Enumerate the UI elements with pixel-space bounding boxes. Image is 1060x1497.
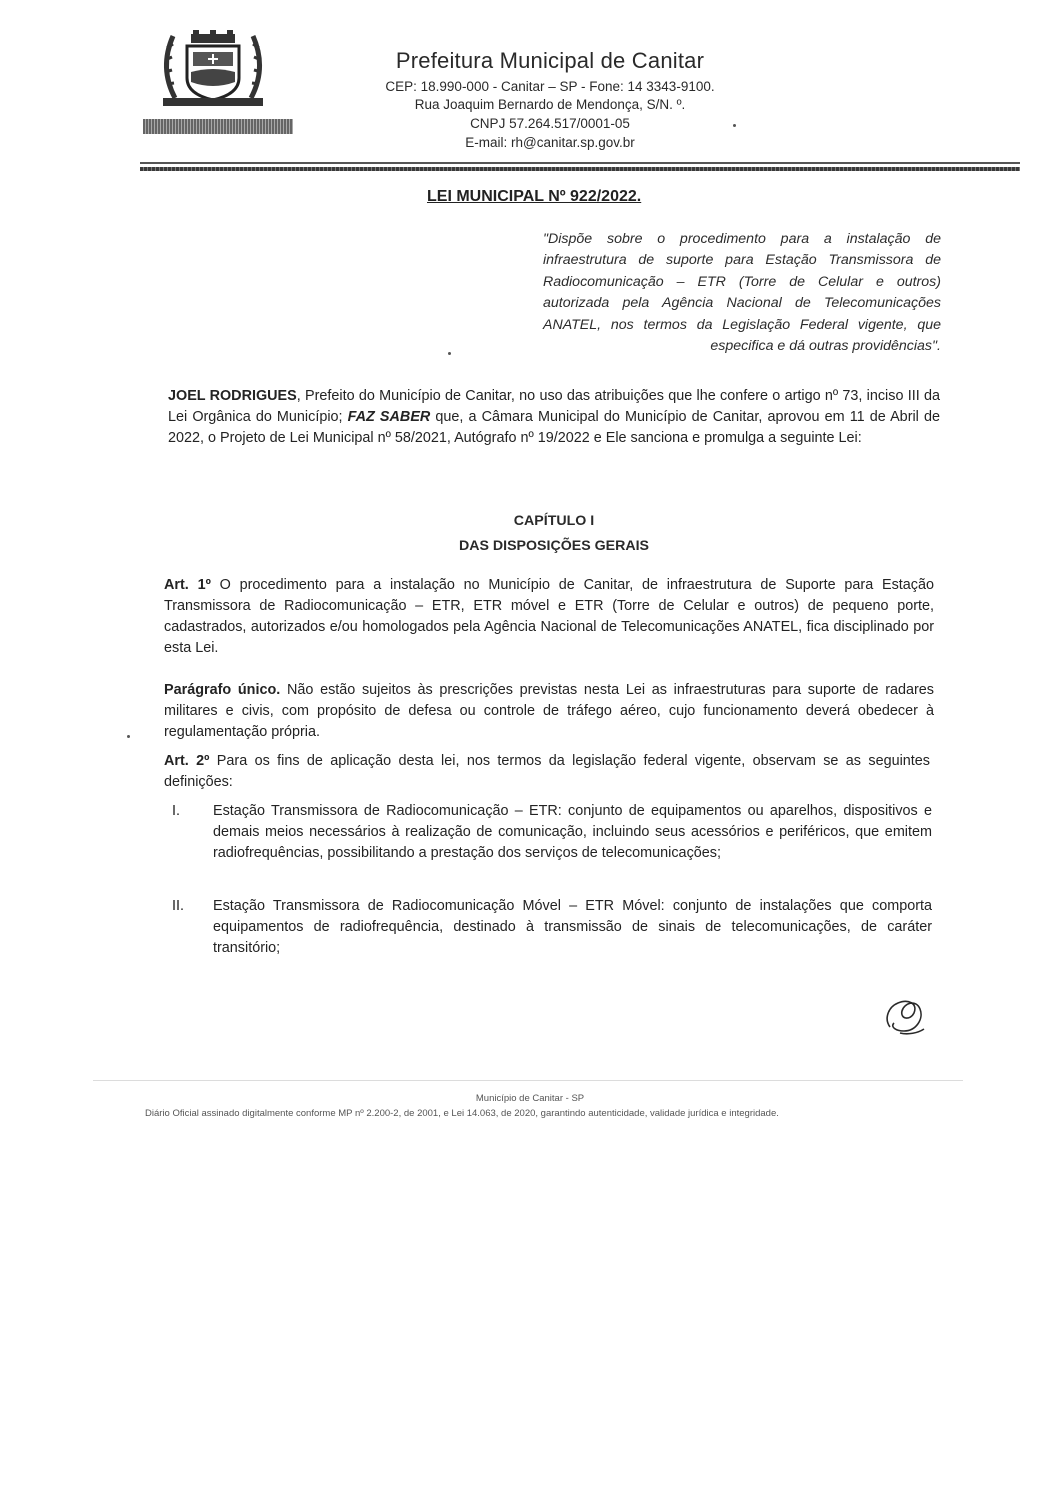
intro-text-1: , Prefeito do Município de Canitar, no uso das atribuições que lhe confere o artigo nº 73, inciso III da Lei Orgânica do Município;: [168, 388, 940, 425]
header-cep-line: CEP: 18.990-000 - Canitar – SP - Fone: 14 3343-9100.: [385, 79, 715, 94]
coat-of-arms-banner: [143, 119, 293, 134]
header-address-line: Rua Joaquim Bernardo de Mendonça, S/N. º.: [414, 97, 686, 112]
article-1: [164, 575, 934, 659]
article-1-text: O procedimento para a instalação no Município de Canitar, de infraestrutura de Suporte para Estação Transmissora de Radiocomunicação – ETR, ETR móvel e ETR (Torre de Celular e outros) de pequeno porte, cadastrados, autorizados e/ou homologados pela Agência Nacional de Telecomunicações ANATEL, fica disciplinado por esta Lei.: [164, 577, 934, 656]
intro-paragraph: [168, 386, 940, 449]
scan-speck: [733, 124, 736, 127]
paragrafo-text: Não estão sujeitos às prescrições previstas nesta Lei as infraestruturas para suporte de radares militares e civis, com propósito de defesa ou controle de tráfego aéreo, cujo funcionamento deverá obedecer à regulamentação própria.: [164, 682, 934, 740]
mayor-name: JOEL RODRIGUES: [168, 388, 297, 404]
law-ementa: "Dispõe sobre o procedimento para a instalação de infraestrutura de suporte para Estação Transmissora de Radiocomunicação – ETR (Torre de Celular e outros) autorizada pela Agência Nacional de Telecomunicações ANATEL, nos termos da Legislação Federal vigente, que especifica e dá outras providências".: [543, 231, 941, 355]
footer-municipality: Município de Canitar - SP: [475, 1093, 585, 1104]
scan-speck: [448, 352, 451, 355]
paragrafo-label: Parágrafo único.: [164, 682, 281, 698]
faz-saber: FAZ SABER: [347, 409, 431, 425]
header-title: Prefeitura Municipal de Canitar: [395, 48, 705, 73]
law-title: LEI MUNICIPAL Nº 922/2022.: [427, 188, 642, 205]
definition-item: [172, 896, 932, 959]
footer-certification: Diário Oficial assinado digitalmente conforme MP nº 2.200-2, de 2001, e Lei 14.063, de 2020, garantindo autenticidade, validade jurídica e integridade.: [145, 1108, 779, 1119]
footer-divider: [93, 1080, 963, 1081]
paragrafo-unico: [164, 680, 934, 743]
definition-text: Estação Transmissora de Radiocomunicação Móvel – ETR Móvel: conjunto de instalações que comporta equipamentos de radiofrequência, destinado à transmissão de sinais de telecomunicações, de caráter transitório;: [213, 898, 932, 956]
definition-text: Estação Transmissora de Radiocomunicação – ETR: conjunto de equipamentos ou aparelhos, dispositivos e demais meios necessários à realização de comunicação, incluindo seus acessórios e periféricos, que emitem radiofrequências, possibilitando a prestação dos serviços de telecomunicações;: [213, 803, 932, 861]
header-divider: [140, 162, 1020, 164]
article-1-label: Art. 1º: [164, 577, 211, 593]
scan-speck: [127, 735, 130, 738]
chapter-label: CAPÍTULO I: [513, 513, 595, 529]
intro-text-2: que, a Câmara Municipal do Município de Canitar, aprovou em 11 de Abril de 2022, o Projeto de Lei Municipal nº 58/2021, Autógrafo nº 19/2022 e Ele sanciona e promulga a seguinte Lei:: [168, 409, 940, 446]
signature-initials: [880, 993, 928, 1037]
definition-number: I.: [172, 803, 180, 819]
definition-number: II.: [172, 898, 184, 914]
municipal-coat-of-arms: [155, 28, 271, 108]
header-cnpj-line: CNPJ 57.264.517/0001-05: [470, 116, 630, 131]
article-2-text: Para os fins de aplicação desta lei, nos termos da legislação federal vigente, observam se as seguintes definições:: [164, 753, 930, 790]
header-email-line: E-mail: rh@canitar.sp.gov.br: [465, 135, 635, 150]
definition-item: [172, 801, 932, 864]
article-2: [164, 751, 930, 793]
header-divider-band: [140, 167, 1020, 171]
chapter-subtitle: DAS DISPOSIÇÕES GERAIS: [459, 538, 649, 554]
article-2-label: Art. 2º: [164, 753, 210, 769]
